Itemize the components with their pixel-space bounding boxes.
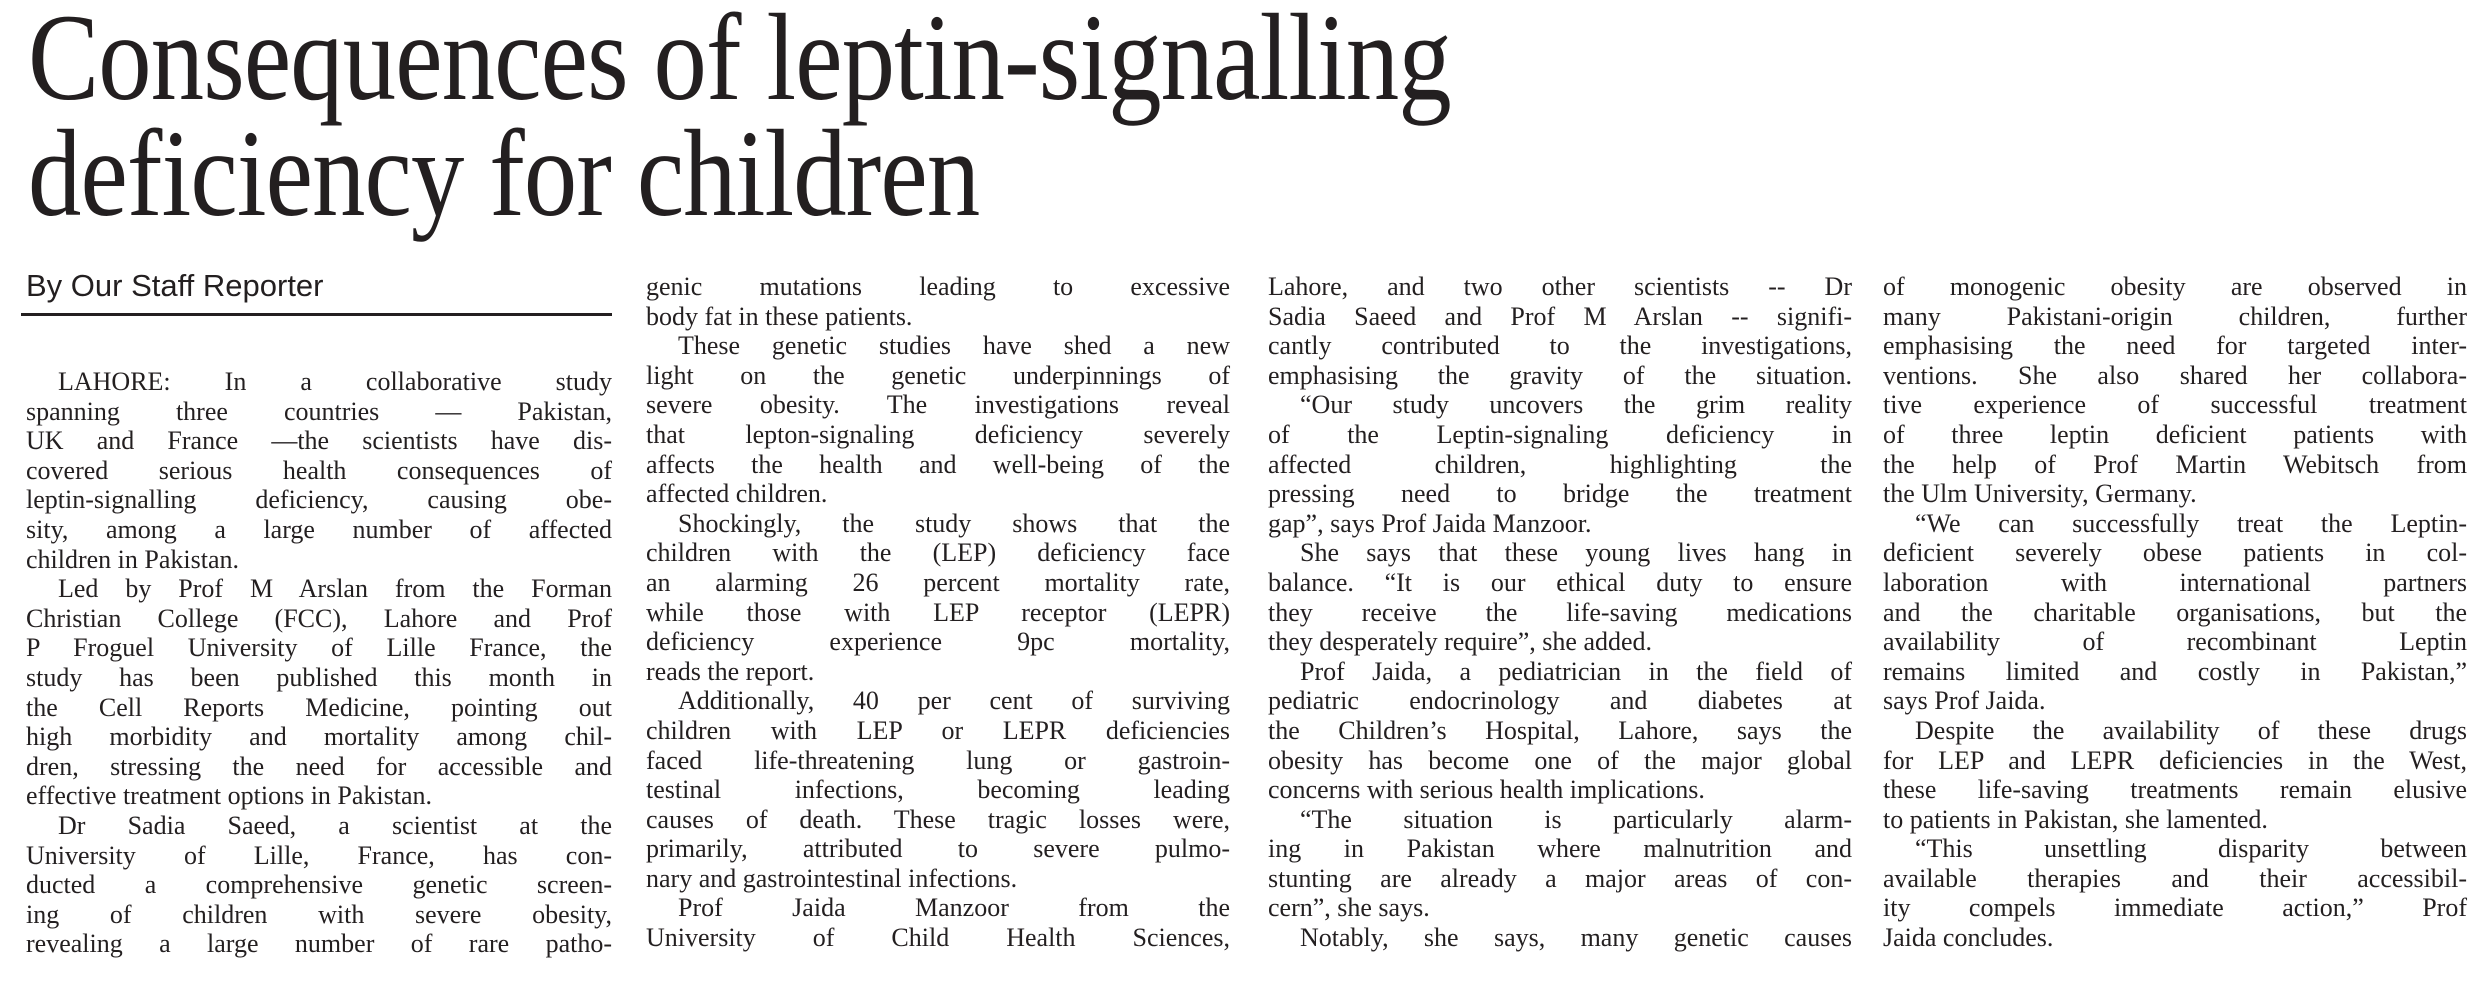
- body-text-line: severe obesity. The investigations reveal: [646, 390, 1230, 420]
- body-text-line: deficient severely obese patients in col-: [1883, 538, 2467, 568]
- body-text-line: Prof Jaida Manzoor from the: [678, 893, 1230, 923]
- body-text-line: faced life-threatening lung or gastroin-: [646, 745, 1230, 775]
- body-text-line: gap”, says Prof Jaida Manzoor.: [1268, 508, 1592, 538]
- body-text-line: “The situation is particularly alarm-: [1300, 804, 1852, 834]
- body-text-line: UK and France —the scientists have dis-: [26, 426, 612, 456]
- body-text-line: remains limited and costly in Pakistan,”: [1883, 656, 2467, 686]
- body-text-line: children with LEP or LEPR deficiencies: [646, 715, 1230, 745]
- body-text-line: reads the report.: [646, 656, 815, 686]
- body-text-line: affects the health and well-being of the: [646, 449, 1230, 479]
- body-text-line: ducted a comprehensive genetic screen-: [26, 870, 612, 900]
- body-text-line: concerns with serious health implications.: [1268, 775, 1705, 805]
- headline-line-1: Consequences of leptin-signalling: [28, 0, 1451, 126]
- body-text-line: these life-saving treatments remain elusive: [1883, 775, 2467, 805]
- body-text-line: revealing a large number of rare patho-: [26, 929, 612, 959]
- body-text-line: “Our study uncovers the grim reality: [1300, 390, 1852, 420]
- body-text-line: P Froguel University of Lille France, the: [26, 633, 612, 663]
- body-text-line: University of Lille, France, has con-: [26, 840, 612, 870]
- body-text-line: covered serious health consequences of: [26, 455, 612, 485]
- body-text-line: Despite the availability of these drugs: [1915, 715, 2467, 745]
- body-text-line: and the charitable organisations, but the: [1883, 597, 2467, 627]
- body-text-line: says Prof Jaida.: [1883, 686, 2046, 716]
- body-text-line: “We can successfully treat the Leptin-: [1915, 508, 2467, 538]
- body-text-line: body fat in these patients.: [646, 301, 913, 331]
- body-text-line: spanning three countries — Pakistan,: [26, 396, 612, 426]
- body-text-line: affected children, highlighting the: [1268, 449, 1852, 479]
- body-text-line: affected children.: [646, 479, 828, 509]
- body-text-line: She says that these young lives hang in: [1300, 538, 1852, 568]
- body-text-line: Led by Prof M Arslan from the Forman: [58, 574, 612, 604]
- body-text-line: children with the (LEP) deficiency face: [646, 538, 1230, 568]
- body-text-line: available therapies and their accessibil-: [1883, 863, 2467, 893]
- body-text-line: ing in Pakistan where malnutrition and: [1268, 834, 1852, 864]
- byline: By Our Staff Reporter: [26, 268, 324, 303]
- body-text-line: ity compels immediate action,” Prof: [1883, 893, 2467, 923]
- body-text-line: cern”, she says.: [1268, 893, 1430, 923]
- body-text-line: many Pakistani-origin children, further: [1883, 301, 2467, 331]
- body-text-line: ventions. She also shared her collabora-: [1883, 360, 2467, 390]
- body-text-line: “This unsettling disparity between: [1915, 834, 2467, 864]
- body-text-line: tive experience of successful treatment: [1883, 390, 2467, 420]
- body-text-line: an alarming 26 percent mortality rate,: [646, 567, 1230, 597]
- body-text-line: balance. “It is our ethical duty to ensure: [1268, 567, 1852, 597]
- body-text-line: LAHORE: In a collaborative study: [58, 367, 612, 396]
- body-text-line: Jaida concludes.: [1883, 923, 2054, 953]
- headline: [28, 0, 1451, 242]
- body-text-line: stunting are already a major areas of con-: [1268, 863, 1852, 893]
- body-text-line: emphasising the gravity of the situation.: [1268, 360, 1852, 390]
- article-column-4: [1883, 272, 2467, 953]
- body-text-line: obesity has become one of the major global: [1268, 745, 1852, 775]
- body-text-line: ing of children with severe obesity,: [26, 899, 612, 929]
- body-text-line: laboration with international partners: [1883, 567, 2467, 597]
- body-text-line: they receive the life-saving medications: [1268, 597, 1852, 627]
- article-column-3: [1268, 272, 1852, 953]
- article-column-2: [646, 272, 1230, 953]
- body-text-line: the Ulm University, Germany.: [1883, 479, 2197, 509]
- body-text-line: leptin-signalling deficiency, causing obe-: [26, 485, 612, 515]
- body-text-line: of three leptin deficient patients with: [1883, 419, 2467, 449]
- body-text-line: causes of death. These tragic losses were,: [646, 804, 1230, 834]
- body-text-line: Additionally, 40 per cent of surviving: [678, 686, 1230, 716]
- body-text-line: Prof Jaida, a pediatrician in the field of: [1300, 656, 1852, 686]
- body-text-line: sity, among a large number of affected: [26, 514, 612, 544]
- body-text-line: that lepton-signaling deficiency severely: [646, 419, 1230, 449]
- article-column-1: [26, 367, 612, 959]
- body-text-line: high morbidity and mortality among chil-: [26, 722, 612, 752]
- body-text-line: testinal infections, becoming leading: [646, 775, 1230, 805]
- body-text-line: of monogenic obesity are observed in: [1883, 272, 2467, 301]
- body-text-line: light on the genetic underpinnings of: [646, 360, 1230, 390]
- body-text-line: dren, stressing the need for accessible and: [26, 751, 612, 781]
- body-text-line: These genetic studies have shed a new: [678, 331, 1230, 361]
- body-text-line: availability of recombinant Leptin: [1883, 627, 2467, 657]
- body-text-line: University of Child Health Sciences,: [646, 923, 1230, 953]
- body-text-line: nary and gastrointestinal infections.: [646, 863, 1018, 893]
- body-text-line: while those with LEP receptor (LEPR): [646, 597, 1230, 627]
- body-text-line: children in Pakistan.: [26, 544, 240, 574]
- body-text-line: to patients in Pakistan, she lamented.: [1883, 804, 2268, 834]
- body-text-line: deficiency experience 9pc mortality,: [646, 627, 1230, 657]
- body-text-line: Shockingly, the study shows that the: [678, 508, 1230, 538]
- headline-line-2: deficiency for children: [28, 105, 980, 242]
- body-text-line: Christian College (FCC), Lahore and Prof: [26, 603, 612, 633]
- body-text-line: pressing need to bridge the treatment: [1268, 479, 1852, 509]
- body-text-line: Lahore, and two other scientists -- Dr: [1268, 272, 1852, 301]
- body-text-line: primarily, attributed to severe pulmo-: [646, 834, 1230, 864]
- body-text-line: the help of Prof Martin Webitsch from: [1883, 449, 2467, 479]
- body-text-line: pediatric endocrinology and diabetes at: [1268, 686, 1852, 716]
- body-text-line: of the Leptin-signaling deficiency in: [1268, 419, 1852, 449]
- body-text-line: for LEP and LEPR deficiencies in the West,: [1883, 745, 2467, 775]
- byline-divider: [21, 313, 612, 316]
- body-text-line: effective treatment options in Pakistan.: [26, 781, 433, 811]
- body-text-line: study has been published this month in: [26, 662, 612, 692]
- body-text-line: they desperately require”, she added.: [1268, 627, 1653, 657]
- body-text-line: emphasising the need for targeted inter-: [1883, 331, 2467, 361]
- body-text-line: genic mutations leading to excessive: [646, 272, 1230, 301]
- body-text-line: Notably, she says, many genetic causes: [1300, 923, 1852, 953]
- body-text-line: the Cell Reports Medicine, pointing out: [26, 692, 612, 722]
- body-text-line: Dr Sadia Saeed, a scientist at the: [58, 810, 612, 840]
- body-text-line: Sadia Saeed and Prof M Arslan -- signifi-: [1268, 301, 1852, 331]
- body-text-line: cantly contributed to the investigations,: [1268, 331, 1852, 361]
- body-text-line: the Children’s Hospital, Lahore, says the: [1268, 715, 1852, 745]
